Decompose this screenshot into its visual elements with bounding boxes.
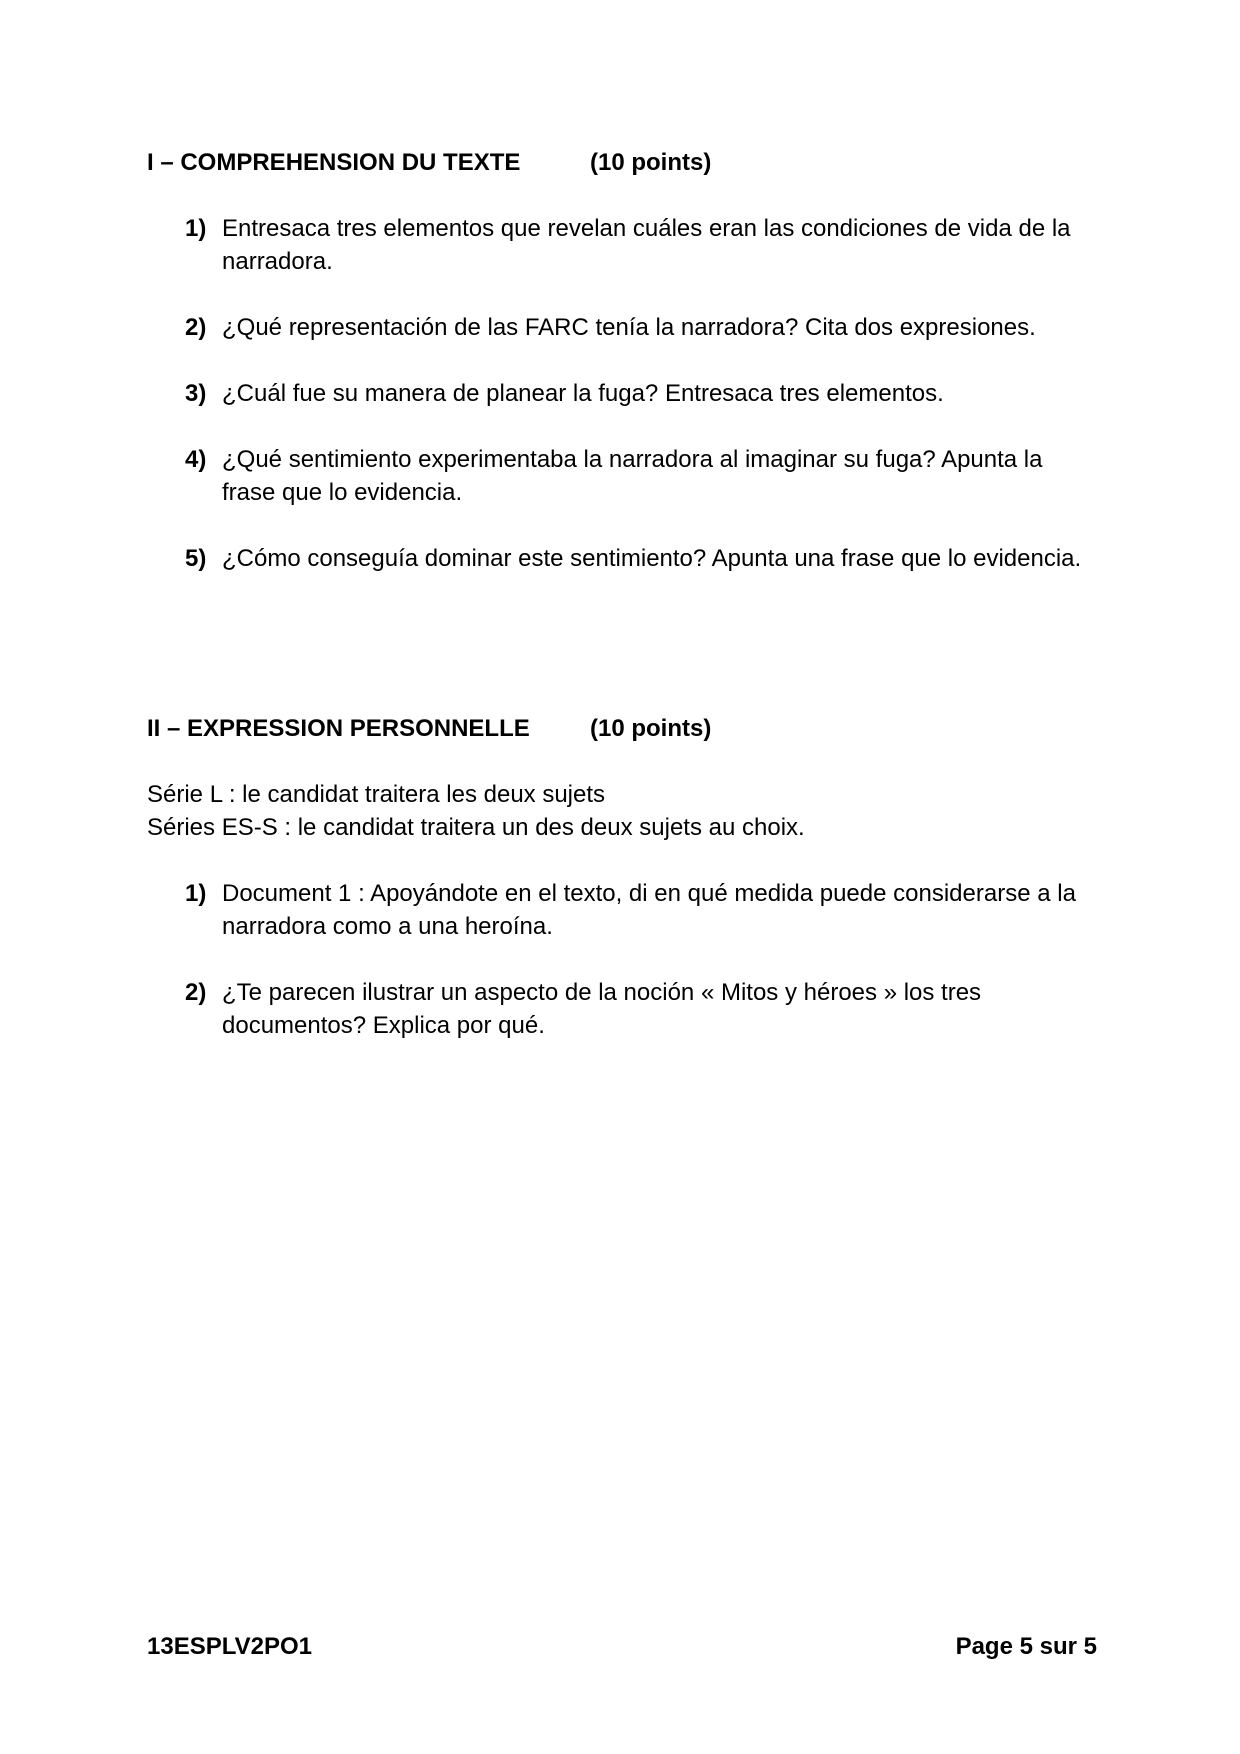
- question-1-5: [185, 542, 1095, 575]
- question-text: ¿Cuál fue su manera de planear la fuga? Entresaca tres elementos.: [222, 380, 944, 407]
- question-number: 2): [185, 314, 207, 341]
- question-1-3: [185, 377, 1095, 410]
- section-2-heading: [147, 712, 712, 745]
- question-number: 3): [185, 380, 207, 407]
- section-1-points: (10 points): [590, 149, 712, 176]
- series-es-s-instruction: Séries ES-S : le candidat traitera un des deux sujets au choix.: [147, 814, 805, 841]
- question-2-2: [185, 976, 1095, 1042]
- question-number: 1): [185, 880, 207, 907]
- question-text: Document 1 : Apoyándote en el texto, di en qué medida puede considerarse a la narradora como a una heroína.: [222, 880, 1076, 940]
- question-text: ¿Cómo conseguía dominar este sentimiento? Apunta una frase que lo evidencia.: [222, 545, 1082, 572]
- question-2-1: [185, 877, 1095, 943]
- section-1-heading: [147, 146, 712, 179]
- question-1-1: [185, 212, 1095, 278]
- document-code: 13ESPLV2PO1: [147, 1633, 312, 1660]
- section-1-title: I – COMPREHENSION DU TEXTE: [147, 149, 521, 176]
- section-2-points: (10 points): [590, 715, 712, 742]
- question-1-2: [185, 311, 1095, 344]
- series-l-instruction: Série L : le candidat traitera les deux sujets: [147, 781, 606, 808]
- question-number: 1): [185, 215, 207, 242]
- question-1-4: [185, 443, 1095, 509]
- question-text: ¿Qué representación de las FARC tenía la narradora? Cita dos expresiones.: [222, 314, 1036, 341]
- question-text: ¿Te parecen ilustrar un aspecto de la noción « Mitos y héroes » los tres documentos? Explica por qué.: [222, 979, 982, 1039]
- question-text: ¿Qué sentimiento experimentaba la narradora al imaginar su fuga? Apunta la frase que lo evidencia.: [222, 446, 1043, 506]
- section-2-title: II – EXPRESSION PERSONNELLE: [147, 715, 530, 742]
- question-text: Entresaca tres elementos que revelan cuáles eran las condiciones de vida de la narradora.: [222, 215, 1071, 275]
- question-number: 4): [185, 446, 207, 473]
- question-number: 2): [185, 979, 207, 1006]
- page-number: Page 5 sur 5: [955, 1633, 1097, 1660]
- question-number: 5): [185, 545, 207, 572]
